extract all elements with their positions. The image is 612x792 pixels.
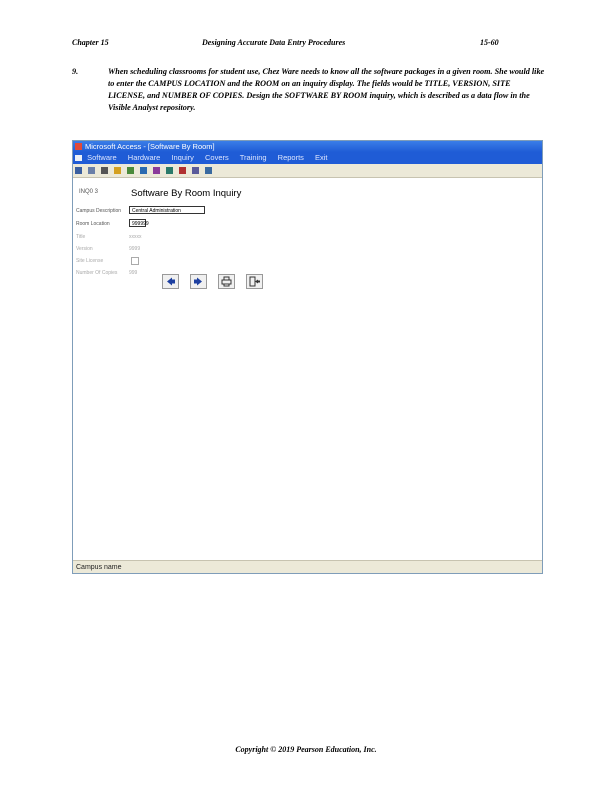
menu-hardware[interactable]: Hardware	[127, 153, 161, 162]
campus-description-label: Campus Description	[76, 208, 122, 214]
find-icon[interactable]	[166, 167, 173, 174]
arrow-right-icon	[191, 275, 206, 288]
exit-door-icon	[247, 275, 262, 288]
menu-bar	[73, 152, 542, 164]
menu-software[interactable]: Software	[87, 153, 117, 162]
room-location-label: Room Location	[76, 221, 110, 227]
database-icon[interactable]	[192, 167, 199, 174]
number-of-copies-value: 999	[129, 270, 138, 276]
site-license-label: Site License	[76, 258, 104, 264]
form-title: Software By Room Inquiry	[131, 188, 242, 199]
window-title: Microsoft Access - [Software By Room]	[85, 142, 215, 151]
status-bar: Campus name	[73, 560, 542, 573]
form-icon	[75, 155, 82, 161]
cut-icon[interactable]	[114, 167, 121, 174]
version-value: 9999	[129, 246, 141, 252]
copyright-footer: Copyright © 2019 Pearson Education, Inc.	[235, 745, 377, 754]
previous-record-button[interactable]	[162, 274, 179, 289]
menu-exit[interactable]: Exit	[315, 153, 328, 162]
menu-inquiry[interactable]: Inquiry	[171, 153, 194, 162]
print-button[interactable]	[218, 274, 235, 289]
exit-button[interactable]	[246, 274, 263, 289]
sort-icon[interactable]	[140, 167, 147, 174]
version-label: Version	[76, 246, 93, 252]
filter-icon[interactable]	[153, 167, 160, 174]
copy-icon[interactable]	[127, 167, 134, 174]
title-label: Title	[76, 234, 86, 240]
help-icon[interactable]	[205, 167, 212, 174]
toolbar	[73, 164, 542, 178]
delete-icon[interactable]	[179, 167, 186, 174]
next-record-button[interactable]	[190, 274, 207, 289]
title-value: xxxxx	[129, 234, 142, 240]
print-icon[interactable]	[101, 167, 108, 174]
menu-training[interactable]: Training	[239, 153, 267, 162]
form-area	[73, 178, 542, 560]
save-icon[interactable]	[88, 167, 95, 174]
form-code: INQ0 3	[79, 189, 99, 195]
access-app-icon	[75, 143, 82, 150]
arrow-left-icon	[163, 275, 178, 288]
menu-covers[interactable]: Covers	[205, 153, 229, 162]
menu-reports[interactable]: Reports	[277, 153, 304, 162]
chapter-title: Designing Accurate Data Entry Procedures	[202, 38, 346, 47]
window-titlebar[interactable]	[73, 141, 542, 152]
number-of-copies-label: Number Of Copies	[76, 270, 118, 276]
chapter-label: Chapter 15	[72, 38, 109, 47]
access-window	[72, 140, 543, 574]
view-icon[interactable]	[75, 167, 82, 174]
campus-description-input[interactable]: Central Administration	[129, 206, 205, 214]
site-license-checkbox[interactable]	[131, 257, 139, 265]
printer-icon	[219, 275, 234, 288]
question-text: When scheduling classrooms for student use, Chez Ware needs to know all the software packages in a given room. She would like to enter the CAMPUS LOCATION and the ROOM on an inquiry display. The fields would be TITLE, VERSION, SITE LICENSE, and NUMBER OF COPIES. Design the SOFTWARE BY ROOM inquiry, which is described as a data flow in the Visible Analyst repository.	[108, 67, 545, 112]
question-number: 9.	[72, 67, 79, 76]
page-number: 15-60	[480, 38, 499, 47]
room-location-input[interactable]: 999999	[129, 219, 146, 227]
